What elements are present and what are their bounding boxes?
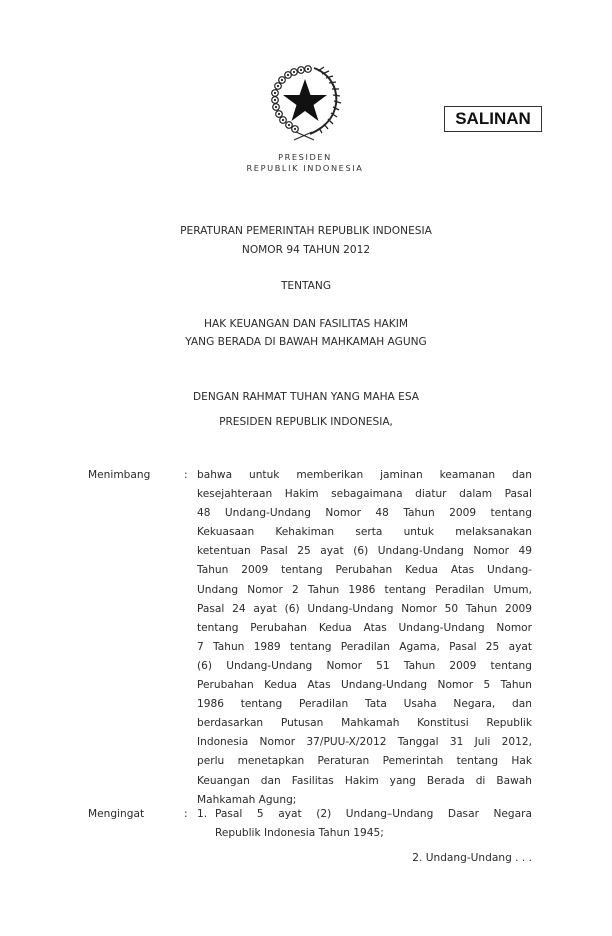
- paragraph-line: Tahun 2009 tentang Perubahan Kedua Atas Undang-: [197, 564, 532, 577]
- salinan-stamp: SALINAN: [444, 106, 542, 132]
- mengingat-item-number: 1.: [197, 808, 208, 820]
- item-line: Pasal 5 ayat (2) Undang–Undang Dasar Negara: [215, 808, 532, 820]
- paragraph-line: perlu menetapkan Peraturan Pemerintah tentang Hak: [197, 755, 532, 768]
- paragraph-line: 7 Tahun 1989 tentang Peradilan Agama, Pasal 25 ayat: [197, 640, 532, 653]
- paragraph-line: Kekuasaan Kehakiman serta untuk melaksanakan: [197, 526, 532, 539]
- paragraph-line: 1986 tentang Peradilan Tata Usaha Negara, dan: [197, 698, 532, 711]
- paragraph-line: Keuangan dan Fasilitas Hakim yang Berada di Bawah: [197, 774, 532, 787]
- paragraph-line: Perubahan Kedua Atas Undang-Undang Nomor 5 Tahun: [197, 679, 532, 692]
- paragraph-line: Pasal 24 ayat (6) Undang-Undang Nomor 50 Tahun 2009: [197, 602, 532, 615]
- about-heading: TENTANG: [280, 280, 332, 292]
- emblem-caption-president: PRESIDEN: [278, 152, 332, 162]
- mengingat-label: Mengingat: [88, 808, 145, 820]
- paragraph-line: tentang Perubahan Kedua Atas Undang-Undang Nomor: [197, 621, 532, 634]
- paragraph-line: bahwa untuk memberikan jaminan keamanan dan: [197, 469, 532, 481]
- regulation-number: NOMOR 94 TAHUN 2012: [241, 244, 371, 256]
- paragraph-line: (6) Undang-Undang Nomor 51 Tahun 2009 tentang: [197, 659, 532, 672]
- paragraph-line: berdasarkan Putusan Mahkamah Konstitusi Republik: [197, 717, 532, 730]
- item-line: Republik Indonesia Tahun 1945;: [215, 827, 384, 840]
- regulation-title: PERATURAN PEMERINTAH REPUBLIK INDONESIA: [180, 225, 432, 237]
- menimbang-paragraph: [197, 466, 532, 810]
- mengingat-colon: :: [184, 808, 188, 820]
- paragraph-line: Mahkamah Agung;: [197, 793, 297, 806]
- emblem-caption-republic: REPUBLIK INDONESIA: [246, 163, 364, 173]
- subject-line-1: HAK KEUANGAN DAN FASILITAS HAKIM: [203, 318, 408, 330]
- mengingat-item-1: [215, 805, 532, 843]
- paragraph-line: kesejahteraan Hakim sebagaimana diatur dalam Pasal: [197, 488, 532, 501]
- menimbang-label: Menimbang: [88, 469, 151, 481]
- presidential-emblem-icon: [264, 62, 344, 142]
- paragraph-line: ketentuan Pasal 25 ayat (6) Undang-Undang Nomor 49: [197, 545, 532, 558]
- preamble-line-2: PRESIDEN REPUBLIK INDONESIA,: [219, 416, 393, 428]
- menimbang-colon: :: [184, 469, 188, 481]
- preamble-line-1: DENGAN RAHMAT TUHAN YANG MAHA ESA: [192, 391, 420, 403]
- paragraph-line: Undang Nomor 2 Tahun 1986 tentang Peradilan Umum,: [197, 583, 532, 596]
- subject-line-2: YANG BERADA DI BAWAH MAHKAMAH AGUNG: [185, 336, 427, 348]
- paragraph-line: 48 Undang-Undang Nomor 48 Tahun 2009 tentang: [197, 507, 532, 520]
- page-continuation: 2. Undang-Undang . . .: [412, 852, 532, 864]
- paragraph-line: Indonesia Nomor 37/PUU-X/2012 Tanggal 31 Juli 2012,: [197, 736, 532, 749]
